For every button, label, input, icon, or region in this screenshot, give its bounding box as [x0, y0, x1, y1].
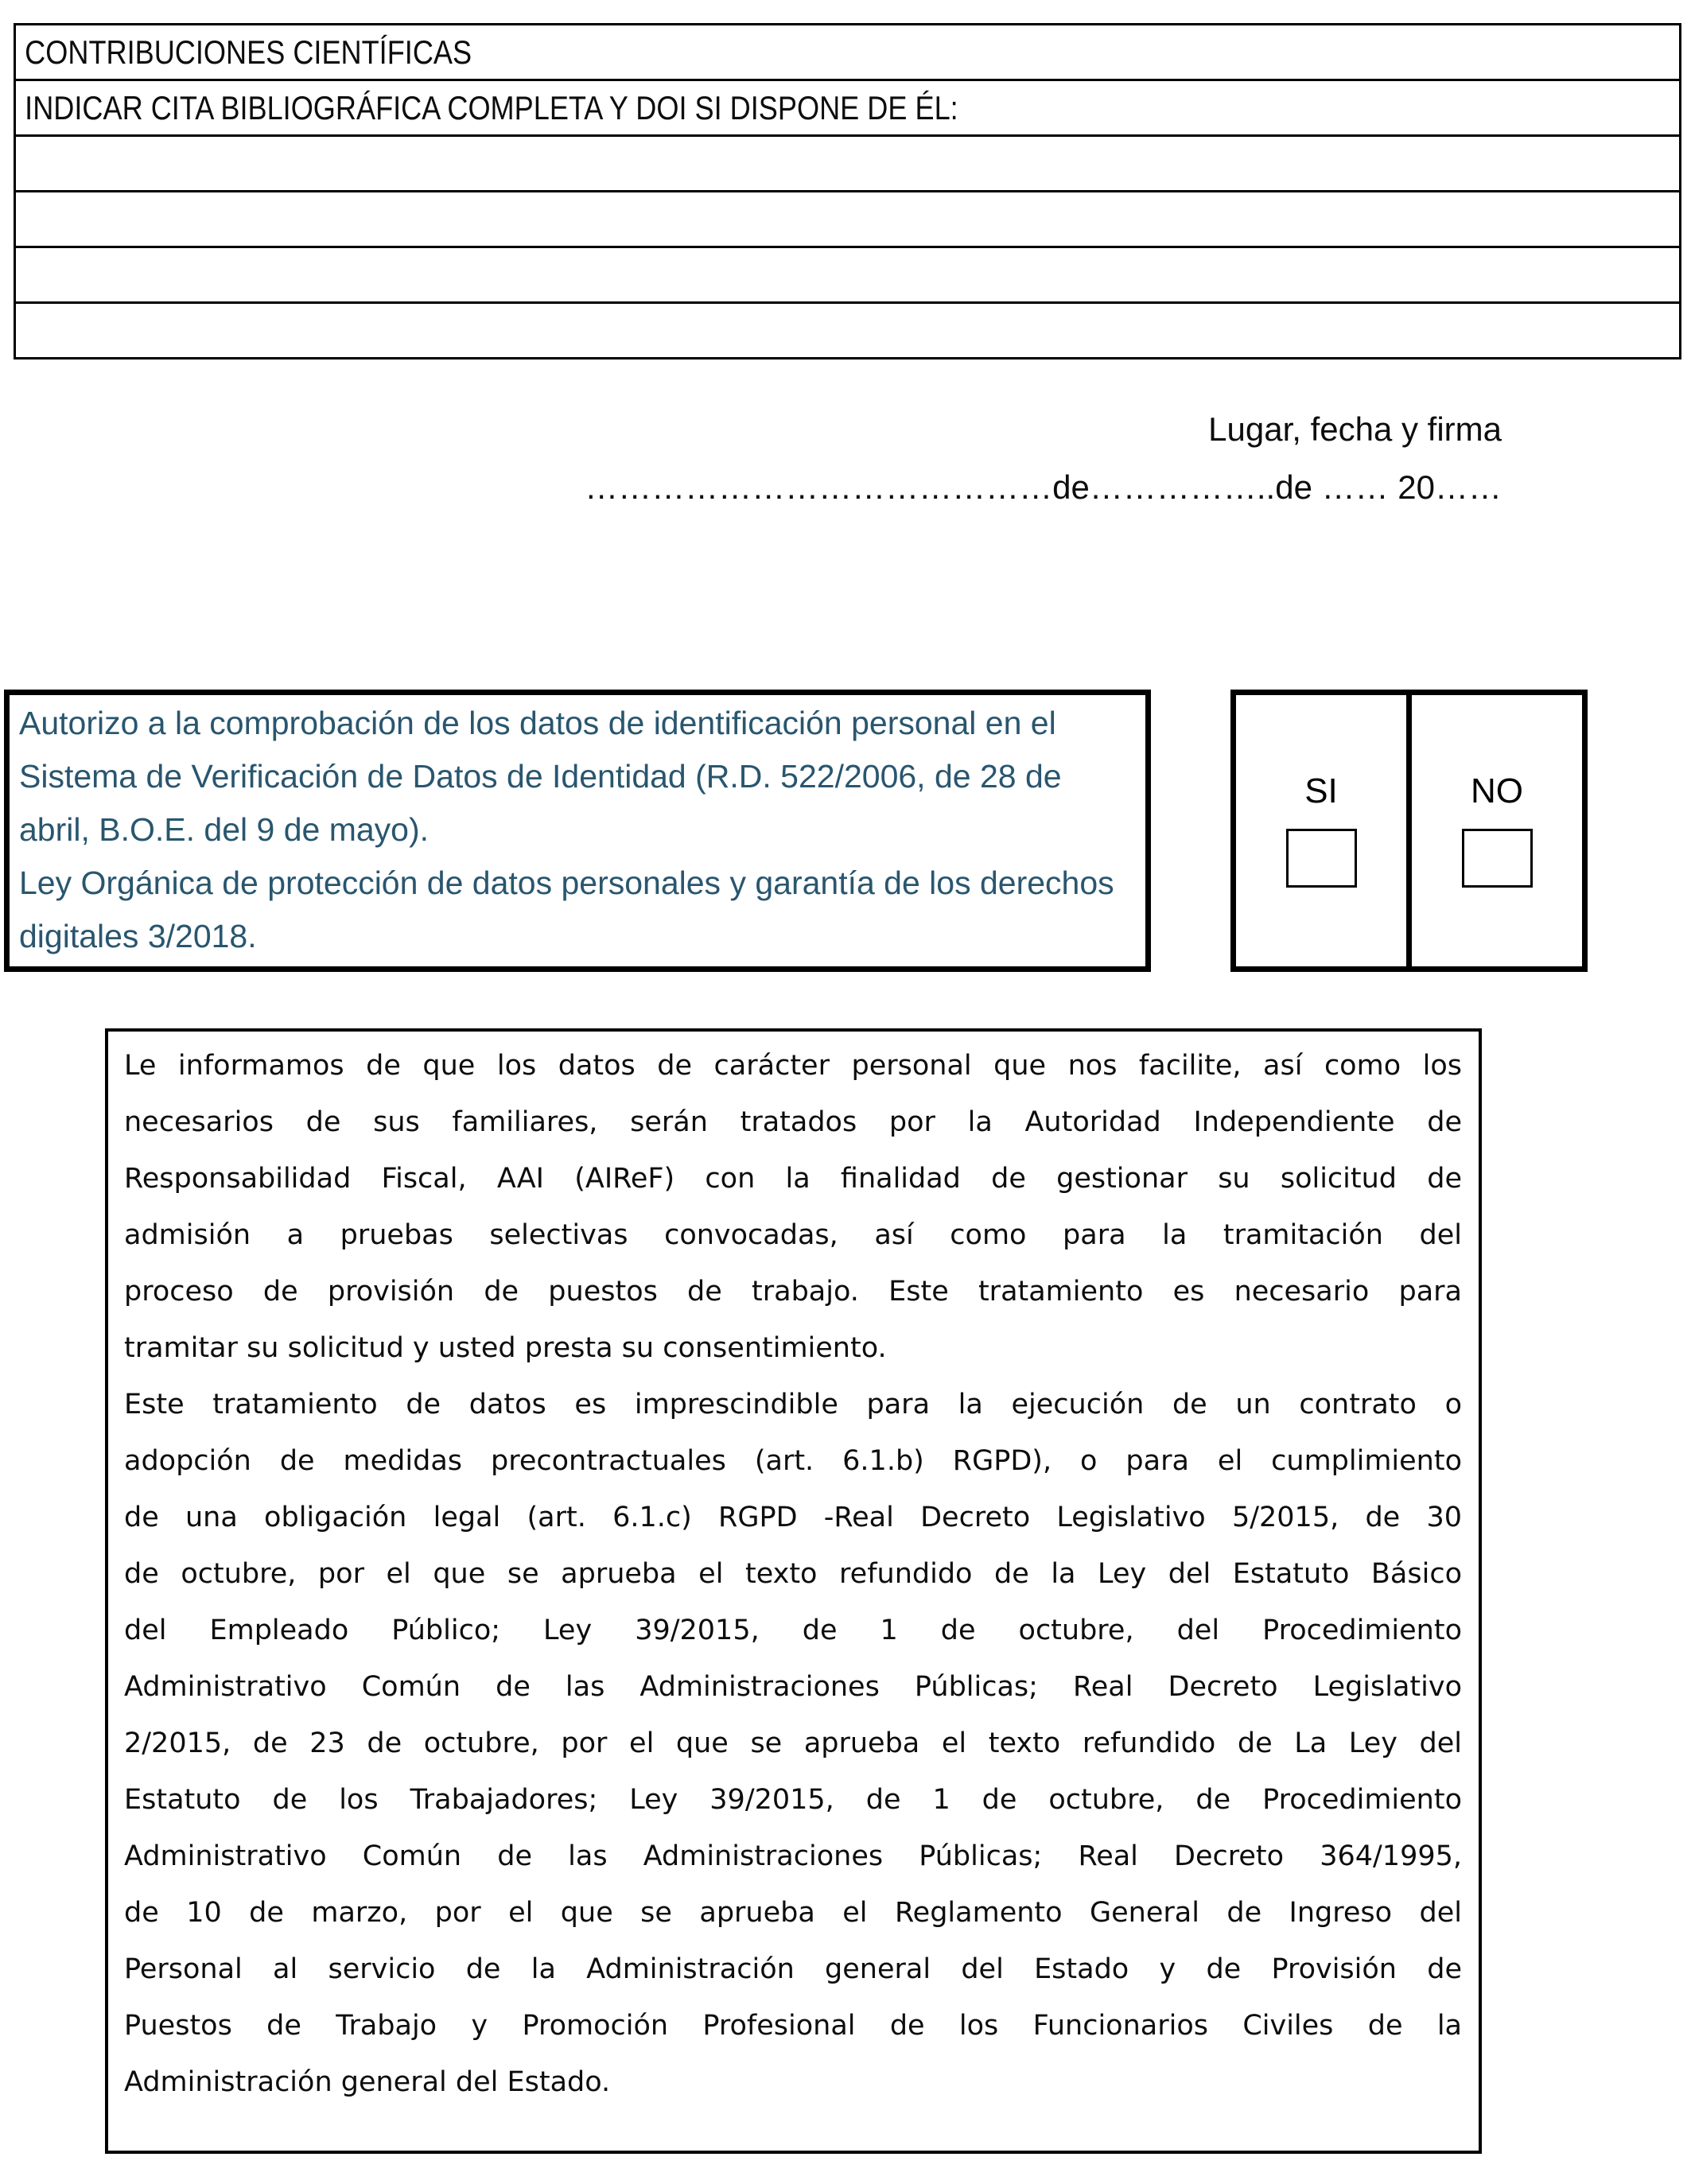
text-line: Responsabilidad Fiscal, AAI (AIReF) con la finalidad de gestionar su solicitud de	[124, 1163, 1462, 1195]
text-line: adopción de medidas precontractuales (art. 6.1.b) RGPD), o para el cumplimiento	[124, 1445, 1462, 1477]
text-line: abril, B.O.E. del 9 de mayo).	[19, 811, 430, 848]
signature-block	[585, 400, 1502, 516]
si-checkbox[interactable]	[1286, 829, 1357, 888]
privacy-notice-lines	[124, 1038, 1462, 2111]
option-no	[1406, 695, 1582, 966]
authorization-statement-lines	[19, 697, 1141, 963]
table-subheader-label: INDICAR CITA BIBLIOGRÁFICA COMPLETA Y DOI SI DISPONE DE ÉL:	[25, 89, 958, 126]
text-line: tramitar su solicitud y usted presta su consentimiento.	[124, 1332, 887, 1364]
text-line: admisión a pruebas selectivas convocadas, así como para la tramitación del	[124, 1219, 1462, 1251]
no-label: NO	[1471, 771, 1523, 810]
text-line: Administrativo Común de las Administraciones Públicas; Real Decreto 364/1995,	[124, 1840, 1462, 1872]
text-line: de una obligación legal (art. 6.1.c) RGPD -Real Decreto Legislativo 5/2015, de 30	[124, 1502, 1462, 1533]
no-checkbox[interactable]	[1462, 829, 1533, 888]
text-line: Estatuto de los Trabajadores; Ley 39/2015, de 1 de octubre, de Procedimiento	[124, 1784, 1462, 1816]
text-line: Le informamos de que los datos de carácter personal que nos facilite, así como los	[124, 1050, 1462, 1082]
text-line: de 10 de marzo, por el que se aprueba el Reglamento General de Ingreso del	[124, 1897, 1462, 1929]
authorization-options	[1230, 690, 1588, 972]
text-line: Ley Orgánica de protección de datos personales y garantía de los derechos	[19, 865, 1114, 901]
text-line: digitales 3/2018.	[19, 918, 257, 954]
signature-label: Lugar, fecha y firma	[1208, 410, 1502, 448]
citation-input-row-4[interactable]	[16, 304, 1679, 357]
text-line: Este tratamiento de datos es imprescindible para la ejecución de un contrato o	[124, 1389, 1462, 1420]
option-si	[1236, 695, 1406, 966]
text-line: Autorizo a la comprobación de los datos de identificación personal en el	[19, 705, 1056, 741]
privacy-notice	[105, 1028, 1482, 2154]
table-subheader-row	[16, 81, 1679, 137]
table-header-label: CONTRIBUCIONES CIENTÍFICAS	[25, 33, 472, 71]
text-line: Administración general del Estado.	[124, 2066, 611, 2098]
text-line: 2/2015, de 23 de octubre, por el que se aprueba el texto refundido de La Ley del	[124, 1727, 1462, 1759]
text-line: del Empleado Público; Ley 39/2015, de 1 de octubre, del Procedimiento	[124, 1615, 1462, 1646]
text-line: Sistema de Verificación de Datos de Identidad (R.D. 522/2006, de 28 de	[19, 758, 1062, 795]
signature-date-line[interactable]: ……………………………………de……………..de …… 20……	[585, 468, 1502, 506]
si-label: SI	[1304, 771, 1338, 810]
citation-input-row-1[interactable]	[16, 137, 1679, 192]
citation-input-row-3[interactable]	[16, 248, 1679, 304]
authorization-statement	[4, 690, 1151, 972]
text-line: Administrativo Común de las Administraciones Públicas; Real Decreto Legislativo	[124, 1671, 1462, 1703]
text-line: necesarios de sus familiares, serán tratados por la Autoridad Independiente de	[124, 1106, 1462, 1138]
text-line: proceso de provisión de puestos de trabajo. Este tratamiento es necesario para	[124, 1276, 1462, 1308]
citation-input-row-2[interactable]	[16, 192, 1679, 248]
table-header-row	[16, 25, 1679, 81]
text-line: Personal al servicio de la Administración general del Estado y de Provisión de	[124, 1953, 1462, 1985]
contributions-table	[14, 23, 1681, 359]
text-line: de octubre, por el que se aprueba el texto refundido de la Ley del Estatuto Básico	[124, 1558, 1462, 1590]
text-line: Puestos de Trabajo y Promoción Profesional de los Funcionarios Civiles de la	[124, 2010, 1462, 2042]
